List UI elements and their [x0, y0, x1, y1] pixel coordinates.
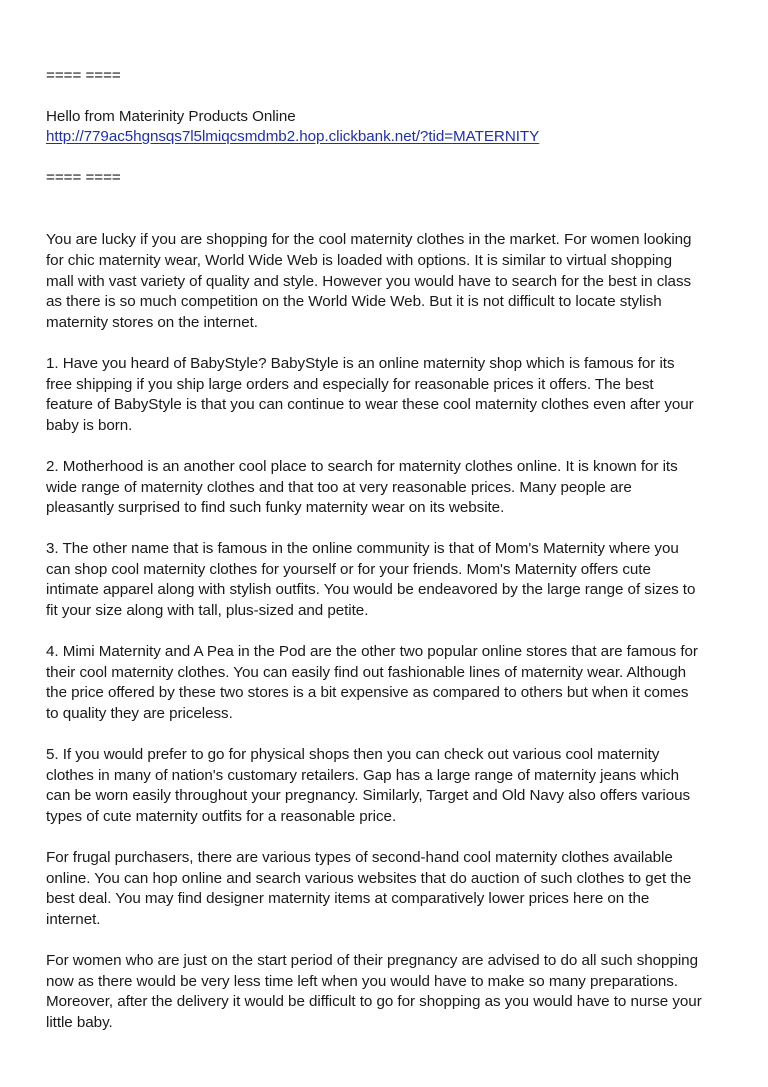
separator-bottom: ==== ====	[46, 168, 121, 186]
paragraph	[46, 354, 736, 436]
greeting-text: Hello from Materinity Products Online	[46, 107, 296, 125]
paragraph-line: can shop cool maternity clothes for yourself or for your friends. Mom's Maternity offers cute	[46, 560, 651, 578]
paragraph	[46, 951, 736, 1033]
paragraph-line: Moreover, after the delivery it would be difficult to go for shopping as you would have to nurse your	[46, 993, 702, 1011]
paragraph-line: for chic maternity wear, World Wide Web is loaded with options. It is similar to virtual shopping	[46, 251, 672, 269]
article-body	[46, 230, 736, 1033]
paragraph-line: to quality they are priceless.	[46, 705, 233, 723]
spacer	[46, 188, 736, 230]
paragraph	[46, 745, 736, 827]
paragraph-line: wide range of maternity clothes and that too at very reasonable prices. Many people are	[46, 478, 632, 496]
spacer	[46, 87, 736, 107]
paragraph-line: can be worn easily throughout your pregnancy. Similarly, Target and Old Navy also offers various	[46, 787, 691, 805]
paragraph-line: online. You can hop online and search various websites that do auction of such clothes to get the	[46, 869, 692, 887]
paragraph-line: internet.	[46, 910, 101, 928]
paragraph-line: the price offered by these two stores is a bit expensive as compared to others but when it comes	[46, 684, 689, 702]
paragraph-line: little baby.	[46, 1013, 113, 1031]
paragraph-line: 2. Motherhood is an another cool place to search for maternity clothes online. It is known for its	[46, 457, 678, 475]
paragraph-line: now as there would be very less time left when you would have to make so many preparations.	[46, 972, 678, 990]
paragraph	[46, 230, 736, 333]
paragraph-line: best deal. You may find designer maternity items at comparatively lower prices here on the	[46, 890, 650, 908]
paragraph	[46, 457, 736, 519]
paragraph-line: clothes in many of nation's customary retailers. Gap has a large range of maternity jeans which	[46, 766, 679, 784]
affiliate-link[interactable]: http://779ac5hgnsqs7l5lmiqcsmdmb2.hop.clickbank.net/?tid=MATERNITY	[46, 128, 540, 146]
paragraph-line: mall with vast variety of quality and style. However you would have to search for the best in class	[46, 272, 692, 290]
paragraph-line: types of cute maternity outfits for a reasonable price.	[46, 808, 397, 825]
document-page	[46, 66, 736, 1054]
paragraph-line: pleasantly surprised to find such funky maternity wear on its website.	[46, 499, 505, 517]
spacer	[46, 148, 736, 168]
paragraph-line: 4. Mimi Maternity and A Pea in the Pod are the other two popular online stores that are famous for	[46, 643, 698, 661]
paragraph-line: their cool maternity clothes. You can easily find out fashionable lines of maternity wear. Although	[46, 663, 687, 681]
paragraph-line: free shipping if you ship large orders and especially for reasonable prices it offers. The best	[46, 375, 654, 393]
paragraph-line: fit your size along with tall, plus-sized and petite.	[46, 602, 369, 620]
paragraph-line: baby is born.	[46, 416, 133, 434]
paragraph-line: intimate apparel along with stylish outfits. You would be endeavored by the large range of sizes to	[46, 581, 696, 599]
paragraph-line: For women who are just on the start period of their pregnancy are advised to do all such shopping	[46, 952, 698, 970]
paragraph	[46, 642, 736, 724]
paragraph	[46, 539, 736, 621]
separator-top: ==== ====	[46, 67, 121, 84]
paragraph-line: feature of BabyStyle is that you can continue to wear these cool maternity clothes even after your	[46, 396, 694, 414]
paragraph-line: maternity stores on the internet.	[46, 313, 258, 331]
paragraph-line: 5. If you would prefer to go for physical shops then you can check out various cool maternity	[46, 746, 660, 764]
paragraph	[46, 848, 736, 930]
paragraph-line: as there is so much competition on the World Wide Web. But it is not difficult to locate stylish	[46, 293, 662, 311]
paragraph-line: 1. Have you heard of BabyStyle? BabyStyle is an online maternity shop which is famous for its	[46, 354, 675, 372]
paragraph-line: You are lucky if you are shopping for the cool maternity clothes in the market. For women looking	[46, 231, 692, 249]
paragraph-line: For frugal purchasers, there are various types of second-hand cool maternity clothes available	[46, 849, 673, 867]
paragraph-line: 3. The other name that is famous in the online community is that of Mom's Maternity where you	[46, 540, 679, 558]
